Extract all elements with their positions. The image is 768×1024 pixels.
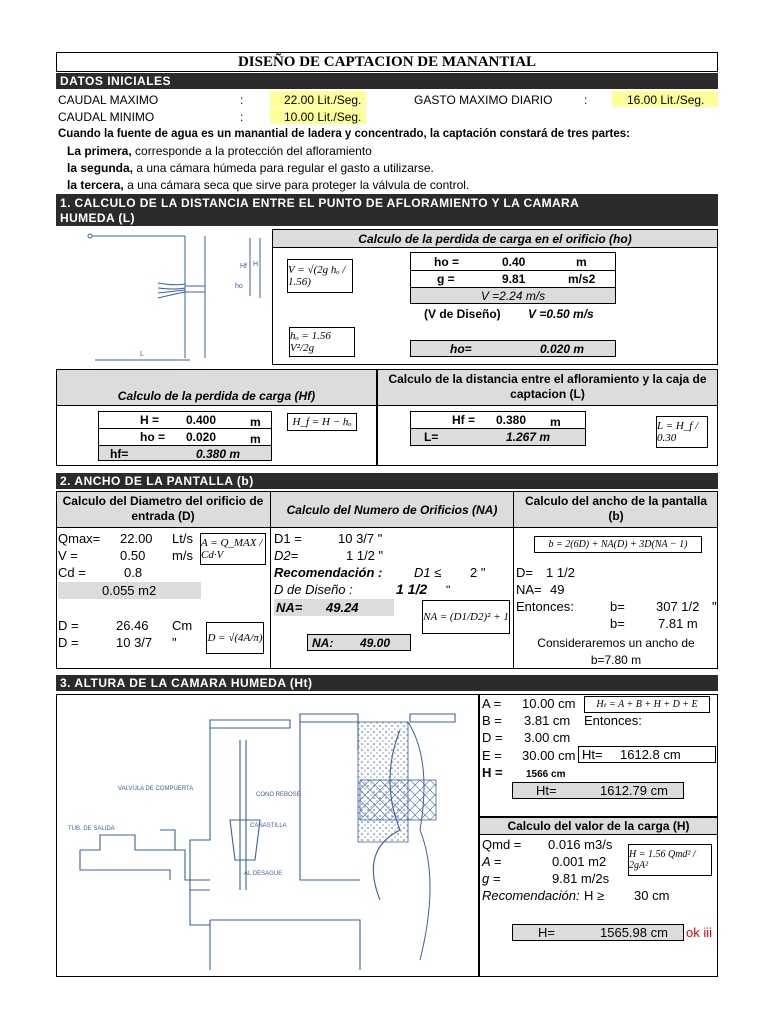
entonces-label: Entonces: [516,599,574,614]
ho-unit: m [576,255,587,269]
rec3-h: H ≥ [584,888,605,903]
rec-label: Recomendación : [274,565,383,580]
formula-b: b = 2(6D) + NA(D) + 3D(NA − 1) [534,536,702,553]
na2-label: NA: [312,636,334,650]
na-label: NA= [276,600,303,615]
v-result: V =2.24 m/s [480,289,546,303]
rec-d1: D1 ≤ [414,565,442,580]
diag-tub-label: TUB. DE SALIDA [68,826,115,832]
d2b-value: 1 1/2 " [346,548,384,563]
part3: la tercera, a una cámara seca que sirve para proteger la válvula de control. [67,178,470,192]
hres-value: 1565.98 cm [600,925,668,940]
a-value: 10.00 cm [522,696,576,711]
b1-value: 307 1/2 [656,599,700,614]
hf-result-value: 0.380 m [196,447,241,461]
b1-unit: " [712,599,717,614]
ht1-label: Ht= [582,747,603,762]
v-value: 0.50 [120,548,146,563]
g3-label: g = [482,871,501,886]
formula-L: L = H_f / 0.30 [656,416,708,448]
H-value: 0.400 [186,413,217,427]
formula-v: V = √(2g hₒ / 1.56) [287,259,353,293]
ho-result-value: 0.020 m [540,342,585,356]
diag-canastilla-label: CANASTILLA [250,823,287,829]
sec1-header-line2: HUMEDA (L) [60,211,135,225]
colon: : [240,110,244,124]
afloramiento-diagram [80,228,270,368]
d-title: Calculo del Diametro del orificio de entrada (D) [62,494,264,523]
qmax-label: Qmax= [58,531,101,546]
cd-value: 0.8 [124,565,143,580]
d2-label: D = [58,635,79,650]
Hf-unit: m [550,415,561,429]
intro-text: Cuando la fuente de agua es un manantial de ladera y concentrado, la captación constará de tres partes: [58,128,630,140]
ho-title: Calculo de la perdida de carga en el orificio (ho) [358,232,632,246]
L-title: Calculo de la distancia entre el afloramiento y la caja de captacion (L) [388,372,707,401]
camara-humeda-diagram [60,700,476,972]
g-label: g = [437,272,455,286]
d2-value: 10 3/7 [116,635,153,650]
carga-title: Calculo del valor de la carga (H) [507,819,690,833]
g3-value: 9.81 m/2s [552,871,610,886]
e-label: E = [482,748,502,763]
diag-H-label: H [253,261,259,268]
Hf-value: 0.380 [496,413,527,427]
hf-result-label: hf= [110,447,129,461]
ca-value: 0.001 m2 [552,854,607,869]
b2-label: b= [610,616,625,631]
ho-result-label: ho= [450,342,472,356]
diag-desague-label: AL DESAGUE [244,871,283,877]
na2-value: 49.00 [360,636,391,650]
d-label: D = [58,618,79,633]
diag-Hf-label: Hf [240,263,247,270]
diag-cono-label: CONO REBOSE [256,792,301,798]
H-label: H = [140,413,160,427]
d1-value: 10 3/7 " [338,531,383,546]
gasto-value: 16.00 Lit./Seg. [627,93,705,107]
ddis-unit: " [446,583,451,597]
Hf-label: Hf = [452,413,476,427]
b1-label: b= [610,599,625,614]
gasto-label: GASTO MAXIMO DIARIO [414,93,553,107]
ddis-label: D de Diseño : [274,582,353,597]
d3-value: 3.00 cm [524,730,571,745]
colon: : [240,93,244,107]
rec3-label: Recomendación: [482,888,580,903]
sec3-header: 3. ALTURA DE LA CAMARA HUMEDA (Ht) [56,675,718,691]
qmd-label: Qmd = [482,837,522,852]
formula-ho: hₒ = 1.56 V²/2g [289,327,355,357]
part1: La primera, corresponde a la protección del afloramiento [67,144,372,158]
ht-label: Ht= [536,783,557,798]
diag-ho-label: ho [235,283,243,290]
rec-value: 2 " [470,565,486,580]
L-value: 1.267 m [506,430,551,444]
diag-L-label: L [140,351,144,358]
colon: : [584,93,588,107]
H-unit: m [250,415,261,429]
caudal-max-value: 22.00 Lit./Seg. [284,93,362,107]
ho-label: ho = [434,255,460,269]
ca-label: A = [482,854,502,869]
d-unit: Cm [172,618,193,633]
entonces3-label: Entonces: [584,713,642,728]
hf-title: Calculo de la perdida de carga (Hf) [117,389,316,403]
v-unit: m/s [172,548,193,563]
e-value: 30.00 cm [522,748,576,763]
part2: la segunda, a una cámara húmeda para regular el gasto a utilizarse. [67,161,434,175]
g-unit: m/s2 [568,272,596,286]
formula-Ht: Hₜ = A + B + H + D + E [584,696,710,713]
na-title: Calculo del Numero de Orificios (NA) [286,503,498,517]
formula-NA: NA = (D1/D2)² + 1 [422,600,510,634]
d3-label: D = [482,730,503,745]
h-label: H = [482,765,503,780]
cd-label: Cd = [58,565,86,580]
qmax-value: 22.00 [120,531,153,546]
d-value: 26.46 [116,618,149,633]
bd-label: D= [516,565,533,580]
page-title: DISEÑO DE CAPTACION DE MANANTIAL [237,54,537,70]
h-value: 1566 cm [526,769,566,780]
b-label: B = [482,713,502,728]
datos-header: DATOS INICIALES [56,73,718,89]
caudal-min-label: CAUDAL MINIMO [58,110,155,124]
ht1-value: 1612.8 cm [620,747,681,762]
sec2-header: 2. ANCHO DE LA PANTALLA (b) [56,473,718,489]
v-diseno-value: V =0.50 m/s [528,307,594,321]
ho2-value: 0.020 [186,430,217,444]
caudal-max-label: CAUDAL MAXIMO [58,93,159,107]
caudal-min-value: 10.00 Lit./Seg. [284,110,362,124]
L-label: L= [424,430,439,444]
b-value: 3.81 cm [524,713,571,728]
d1-label: D1 = [274,531,302,546]
ht-value: 1612.79 cm [600,783,668,798]
bna-label: NA= [516,582,542,597]
v-label: V = [58,548,78,563]
qmd-value: 0.016 m3/s [548,837,613,852]
rec3-value: 30 cm [634,888,670,903]
ho2-unit: m [250,432,261,446]
sec1-header-line1: 1. CALCULO DE LA DISTANCIA ENTRE EL PUNTO DE AFLORAMIENTO Y LA CAMARA [60,196,580,210]
ho2-label: ho = [140,430,166,444]
diag-valvula-label: VALVULA DE COMPUERTA [118,786,194,792]
consider-line2: b=7.80 m [590,653,642,667]
consider-line1: Consideraremos un ancho de [537,636,695,650]
g-value: 9.81 [502,272,526,286]
hres-label: H= [538,925,555,940]
formula-A: A = Q_MAX / Cd·V [200,533,266,565]
qmax-unit: Lt/s [172,531,193,546]
b-title: Calculo del ancho de la pantalla (b) [524,494,708,523]
formula-hf: H_f = H − hₒ [287,413,357,431]
bna-value: 49 [550,582,565,597]
bd-value: 1 1/2 [546,565,575,580]
a-value: 0.055 m2 [102,583,157,598]
formula-D: D = √(4A/π) [206,622,264,654]
formula-H: H = 1.56 Qmd² / 2gA² [628,844,712,876]
ho-value: 0.40 [502,255,526,269]
d2-unit: " [172,635,177,650]
b2-value: 7.81 m [658,616,698,631]
d2b-label: D2= [274,548,299,563]
na-value: 49.24 [326,600,359,615]
ho-result-cell [410,340,616,357]
ddis-value: 1 1/2 [396,581,428,597]
ok-status: ok iii [686,925,713,940]
v-diseno-label: (V de Diseño) [424,307,501,321]
a-label: A = [482,696,502,711]
